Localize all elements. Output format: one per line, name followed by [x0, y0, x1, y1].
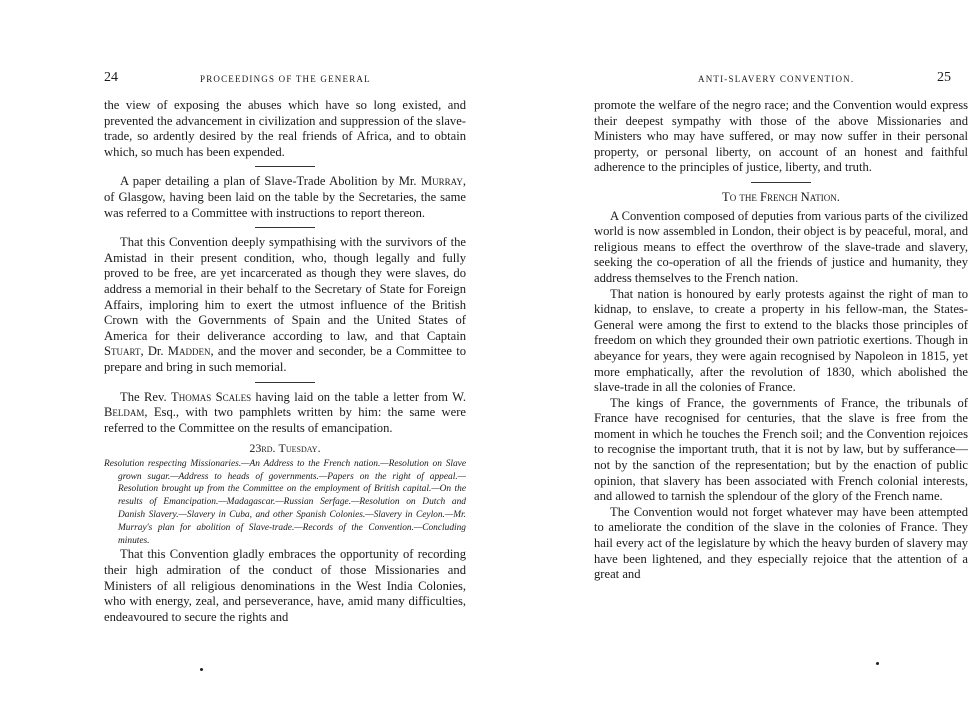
day-heading: 23rd. Tuesday.	[249, 441, 321, 456]
left-text-column	[104, 98, 466, 625]
section-heading: To the French Nation.	[722, 189, 840, 204]
page-mark	[200, 668, 203, 671]
left-para-3: That this Convention deeply sympathising with the survivors of the Amistad in their present condition, who, though legally and fully proved to be free, are yet incarcerated as though they were slaves, do address a memorial in their behalf to the Secretary of State for Foreign Affairs, imploring him to exert the utmost influence of the British Crown with the Governments of Spain and the United States of America for their deliverance according to law, and that Captain Stuart, Dr. Madden, and the mover and seconder, be a Committee to prepare and bring in such memorial.	[104, 235, 466, 374]
right-para-4: The kings of France, the governments of France, the tribunals of France have recognised for centuries, that the slave is free from the moment in which he touches the French soil; and the Convention rejoices to recognise the important truth, that it is not by law, but by sufferance—not by the sanction of the representation; but by the enaction of public opinion, that slavery has been associated with French colonial interests, and allowed to tarnish the splendour of the glory of the French name.	[594, 395, 968, 504]
right-running-head: ANTI-SLAVERY CONVENTION.	[698, 74, 855, 84]
day-contents-summary: Resolution respecting Missionaries.—An Address to the French nation.—Resolution on Slave grown sugar.—Address to heads of governments.—Papers on the right of appeal.—Resolution brought up from the Committee on the employment of British capital.—On the results of Emancipation.—Madagascar.—Russian Serfage.—Resolution on Dutch and Danish Slavery.—Slavery in Cuba, and other Spanish Colonies.—Slavery in Ceylon.—Mr. Murray's plan for abolition of Slave-trade.—Records of the Convention.—Concluding minutes.	[104, 458, 466, 546]
section-rule	[751, 182, 811, 183]
section-rule	[255, 166, 315, 167]
right-para-1: promote the welfare of the negro race; and the Convention would express their deepest sympathy with those of the above Missionaries and Ministers who may have suffered, or may now suffer in their personal property, or personal liberty, on account of an honest and faithful adherence to the principles of justice, liberty, and truth.	[594, 98, 968, 175]
left-para-5: That this Convention gladly embraces the opportunity of recording their high admiration of the conduct of those Missionaries and Ministers of all religious denominations in the West India Colonies, who with energy, zeal, and perseverance, have, amid many difficulties, endeavoured to secure the rights and	[104, 547, 466, 624]
left-page-number: 24	[104, 70, 118, 85]
left-para-2: A paper detailing a plan of Slave-Trade Abolition by Mr. Murray, of Glasgow, having been laid on the table by the Secretaries, the same was referred to a Committee with instructions to report thereon.	[104, 174, 466, 220]
left-running-head: PROCEEDINGS OF THE GENERAL	[200, 74, 371, 84]
section-rule	[255, 227, 315, 228]
left-para-1: the view of exposing the abuses which have so long existed, and prevented the advancement in civilization and suppression of the slave-trade, so ardently desired by the real friends of Africa, and to obtain which, so much has been expended.	[104, 98, 466, 159]
right-para-5: The Convention would not forget whatever may have been attempted to ameliorate the condition of the slave in the colonies of France. They hail every act of the legislature by which the heavy burden of slavery may have been lightened, and they especially rejoice that the attention of a great and	[594, 504, 968, 582]
right-para-2: A Convention composed of deputies from various parts of the civilized world is now assembled in London, their object is by peaceful, moral, and religious means to effect the overthrow of the slave-trade and slavery, seeking the co-operation of all the friends of justice and humanity, they address themselves to the French nation.	[594, 208, 968, 285]
left-para-4: The Rev. Thomas Scales having laid on the table a letter from W. Beldam, Esq., with two pamphlets written by him: the same were referred to the Committee on the results of emancipation.	[104, 389, 466, 435]
right-text-column	[594, 98, 968, 583]
section-rule	[255, 382, 315, 383]
right-page-number: 25	[937, 70, 951, 85]
right-page	[490, 0, 980, 717]
right-para-3: That nation is honoured by early protests against the right of man to kidnap, to enslave, to create a property in his fellow-man, the States-General were among the first to extend to the blacks those principles of freedom on which they grounded their own patriotic exertions. Though in abeyance for years, they were again recognised by Napoleon in 1815, yet more emphatically, after the revolution of 1830, which abolished the slave-trade in all the colonies of France.	[594, 286, 968, 395]
page-mark	[876, 662, 879, 665]
